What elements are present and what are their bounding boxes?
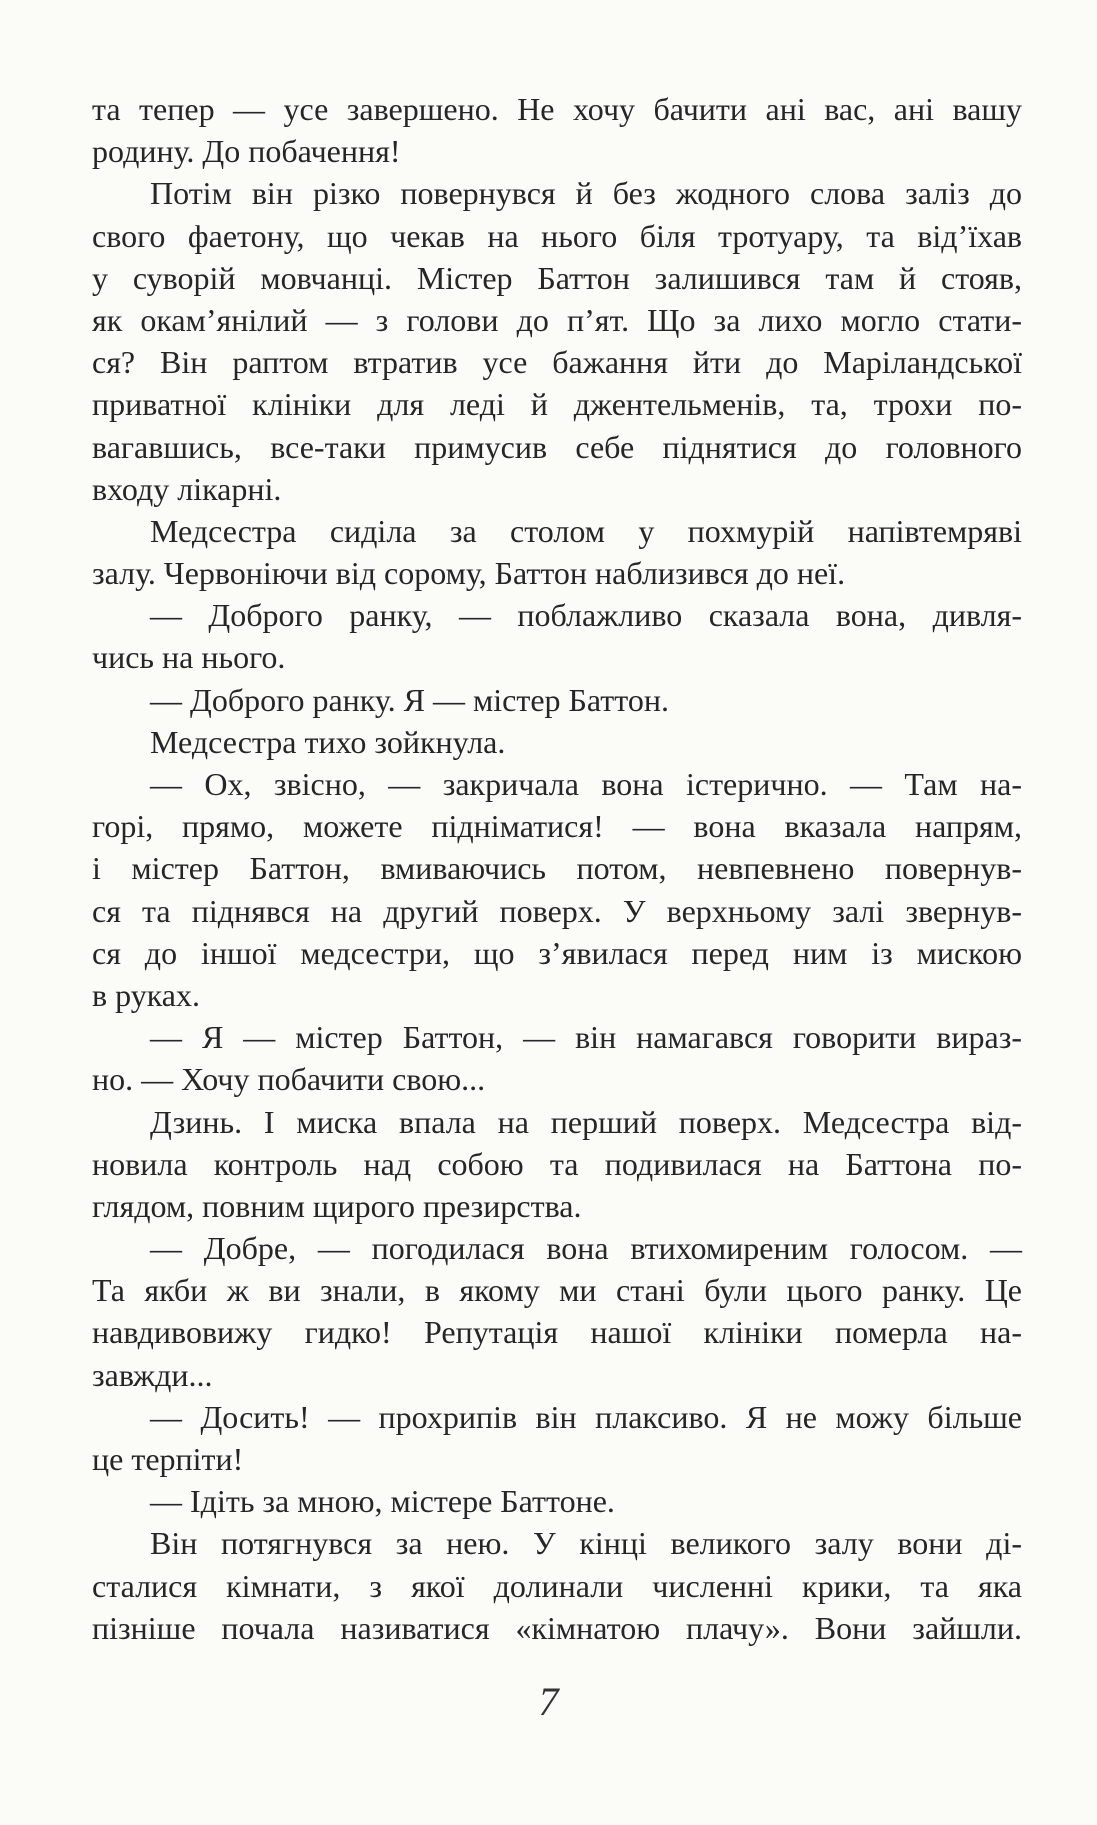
text-line: — Добре, — погодилася вона втихомиреним голосом. — (150, 1230, 1022, 1267)
text-line: завжди... (92, 1356, 213, 1393)
text-line: у суворій мовчанці. Містер Баттон залишився там й стояв, (92, 259, 1022, 296)
text-line: — Доброго ранку, — поблажливо сказала вона, дивля- (150, 597, 1022, 634)
text-line: — Доброго ранку. Я — містер Баттон. (150, 681, 669, 718)
text-line: новила контроль над собою та подивилася на Баттона по- (92, 1145, 1022, 1182)
text-line: Медсестра сиділа за столом у похмурій напівтемряві (150, 512, 1022, 549)
text-line: ся та піднявся на другий поверх. У верхньому залі звернув- (92, 892, 1022, 929)
text-line: входу лікарні. (92, 470, 282, 507)
text-line: Дзинь. І миска впала на перший поверх. Медсестра від- (150, 1103, 1022, 1140)
text-line: свого фаетону, що чекав на нього біля тротуару, та від’їхав (92, 217, 1022, 254)
text-line: пізніше почала називатися «кімнатою плачу». Вони зайшли. (92, 1609, 1022, 1646)
text-line: навдивовижу гидко! Репутація нашої клініки померла на- (92, 1314, 1022, 1351)
text-line: ся до іншої медсестри, що з’явилася перед ним із мискою (92, 934, 1022, 971)
text-line: залу. Червоніючи від сорому, Баттон наблизився до неї. (92, 555, 846, 592)
text-line: — Я — містер Баттон, — він намагався говорити вираз- (150, 1019, 1022, 1056)
page-number: 7 (538, 1679, 559, 1724)
text-line: — Ідіть за мною, містере Баттоне. (150, 1483, 615, 1520)
text-line: сталися кімнати, з якої долинали численні крики, та яка (92, 1567, 1022, 1604)
text-line: приватної клініки для леді й джентельменів, та, трохи по- (92, 386, 1022, 423)
text-line: чись на нього. (92, 639, 286, 676)
text-line: і містер Баттон, вмиваючись потом, невпевнено повернув- (92, 850, 1022, 887)
text-line: та тепер — усе завершено. Не хочу бачити ані вас, ані вашу (92, 91, 1022, 127)
text-line: родину. До побачення! (92, 133, 401, 170)
text-line: Медсестра тихо зойкнула. (150, 723, 506, 760)
text-line: це терпіти! (92, 1441, 244, 1477)
text-line: Він потягнувся за нею. У кінці великого залу вони ді- (150, 1525, 1022, 1562)
text-line: як окам’янілий — з голови до п’ят. Що за лихо могло стати- (92, 301, 1022, 338)
text-line: ся? Він раптом втратив усе бажання йти до Маріландської (92, 344, 1022, 381)
text-line: в руках. (92, 976, 200, 1013)
text-line: — Досить! — прохрипів він плаксиво. Я не можу більше (150, 1398, 1022, 1435)
text-line: но. — Хочу побачити свою... (92, 1061, 486, 1098)
text-line: Та якби ж ви знали, в якому ми стані були цього ранку. Це (92, 1272, 1022, 1309)
text-line: — Ох, звісно, — закричала вона істерично. — Там на- (150, 766, 1022, 802)
text-line: Потім він різко повернувся й без жодного слова заліз до (150, 175, 1022, 212)
text-line: глядом, повним щирого презирства. (92, 1187, 582, 1224)
text-line: горі, прямо, можете підніматися! — вона вказала напрям, (92, 808, 1022, 845)
body-text (92, 88, 1022, 1649)
text-line: вагавшись, все-таки примусив себе піднятися до головного (92, 428, 1022, 465)
